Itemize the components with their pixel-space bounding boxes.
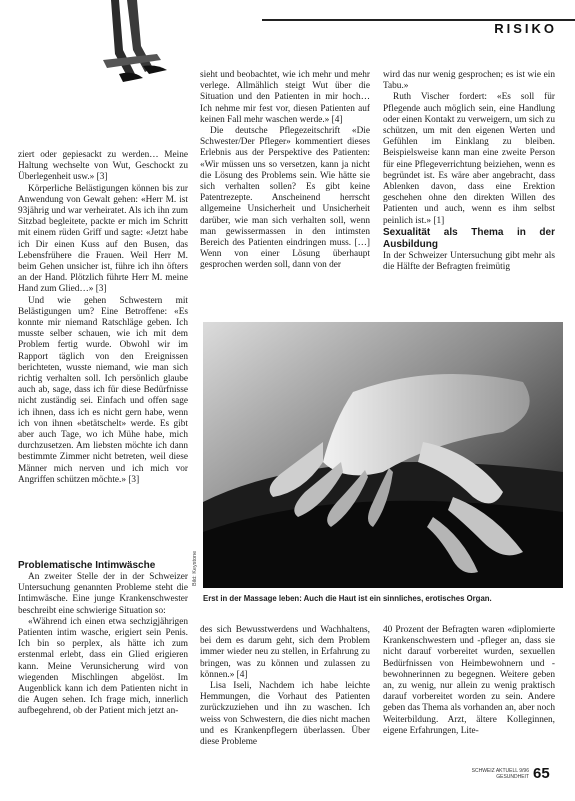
column-a bbox=[18, 150, 188, 486]
paragraph: sieht und beobachtet, wie ich mehr und mehr verlege. Allmählich steigt Wut über die Situation und den Patienten in mir hoch… Ich nehme mir fest vor, diesen Patienten auf keinen Fall mehr waschen werde.» [4] bbox=[200, 70, 370, 125]
photo-credit: Bild: Keystone bbox=[192, 550, 198, 586]
column-b bbox=[200, 70, 370, 272]
column-b-lower bbox=[200, 625, 370, 748]
column-a-lower bbox=[18, 560, 188, 718]
page-number: 65 bbox=[533, 765, 550, 782]
paragraph: Lisa Iseli, Nachdem ich habe leichte Hemmungen, die Vorhaut des Patienten zurückzuziehen und ihn zu waschen. Ich weiss von Schwestern, die dies nicht machen und es Krankenpflegern überlassen. Über diese Probleme bbox=[200, 681, 370, 748]
paragraph: des sich Bewusstwerdens und Wachhaltens, bei dem es darum geht, sich dem Problem immer wieder neu zu stellen, in Erfahrung zu bringen, was zu können und zulassen zu können.» [4] bbox=[200, 625, 370, 680]
photo-caption: Erst in der Massage leben: Auch die Haut ist ein sinnliches, erotisches Organ. bbox=[203, 594, 492, 603]
column-c-lower bbox=[383, 625, 555, 737]
paragraph: Die deutsche Pflegezeitschrift «Die Schwester/Der Pfleger» kommentiert dieses Erlebnis aus der Perspektive des Patienten: «Wir müssen uns so versetzen, kann ja nicht die Lösung des Problems sein. Wie hätte sie sich verhalten sollen? Es gibt keine Patentrezepte. Anscheinend herrscht allgemeine Unsicherheit und Unsicherheit darüber, wie man sich verhalten soll, wenn man gewissermassen in den intimsten Bereich des Patienten eindringen muss. […] Wenn von einer Lösung überhaupt gesprochen werden soll, dann von der bbox=[200, 126, 370, 271]
paragraph: wird das nur wenig gesprochen; es ist wie ein Tabu.» bbox=[383, 70, 555, 92]
publication-label: SCHWEIZ AKTUELL 9/96 GESUNDHEIT bbox=[471, 768, 529, 780]
paragraph: Ruth Vischer fordert: «Es soll für Pflegende auch möglich sein, eine Handlung oder einen Kontakt zu verweigern, um sich zu schützen, um mit den eigenen Werten und Gefühlen im Einklang zu bleiben. Beispielsweise kann man eine zweite Person für eine Pflegeverrichtung beiziehen, wenn es begründet ist. Es wäre aber angebracht, dass Ablenken davon, dass eine Erektion geschehen ohne den direkten Willen des Patienten und auch, wenn es ihm selbst peinlich ist.» [1] bbox=[383, 92, 555, 226]
paragraph: An zweiter Stelle der in der Schweizer Untersuchung genannten Probleme steht die Intimwäsche. Eine junge Krankenschwester beschreibt eine schwierige Situation so: bbox=[18, 572, 188, 616]
paragraph: 40 Prozent der Befragten waren «diplomierte Krankenschwestern und -pfleger an, dass sie nicht darauf vorbereitet wurden, sexuellen Bedürfnissen von Heimbewohnern und -bewohnerinnen zu begegnen. Weitere geben an, zu wenig, nur allein zu wenig praktisch darauf vorbereitet worden zu sein. Andere geben das Thema als vorhanden an, aber noch Weiterbildung. Arzt, ältere Kolleginnen, eigene Erfahrungen, Lite- bbox=[383, 625, 555, 736]
paragraph: ziert oder gepiesackt zu werden… Meine Haltung wechselte von Wut, Geschockt zu Überlegenheit usw.» [3] bbox=[18, 150, 188, 183]
column-c bbox=[383, 70, 555, 273]
massage-photo bbox=[203, 322, 563, 588]
section-label: RISIKO bbox=[494, 21, 557, 36]
paragraph: In der Schweizer Untersuchung gibt mehr als die Hälfte der Befragten freimütig bbox=[383, 250, 555, 273]
paragraph: «Während ich einen etwa sechzigjährigen Patienten intim wasche, erigiert sein Penis. Ich bin so perplex, als hätte ich zum erstenmal erlebt, dass ein Glied erigieren kann. Meine Verunsicherung wird von wiegenden Mischlingen abgelöst. Im Augenblick kann ich dem Patienten nicht in die Augen sehen. Ich frage mich, innerlich aufbegehrend, ob der Patient mich jetzt an- bbox=[18, 616, 188, 717]
top-photo-fragment bbox=[83, 0, 175, 84]
paragraph: Und wie gehen Schwestern mit Belästigungen um? Eine Betroffene: «Es konnte mir niemand Ratschläge geben. Ich musste selber schauen, wie ich mit dem Problem fertig wurde. Obwohl wir im Rapport täglich von den Ereignissen berichteten, wusste niemand, wie man sich richtig verhalten soll. Ich persönlich glaube auch ab, sage, dass ich für diese Bedürfnisse nicht zuständig sei. Einfach und offen sage ich ihnen, dass ich es nicht gern habe, wenn ich von ihnen «betätschelt» werde. Es gibt aber auch Tage, wo ich Mühe habe, mich durchzusetzen. Am liebsten möchte ich dann bestimmte Zimmer nicht betreten, weil diese Männer mich nerven und ich mich vor Angriffen schützen möchte.» [3] bbox=[18, 295, 188, 485]
section-heading: Sexualität als Thema in der Ausbildung bbox=[383, 226, 555, 250]
section-heading: Problematische Intimwäsche bbox=[18, 560, 156, 571]
paragraph: Körperliche Belästigungen können bis zur Anwendung von Gewalt gehen: «Herr M. ist 93jährig und war verheiratet. Als ich ihn zum Sitzbad begleitete, packte er mich im Schritt mit einem rüden Griff und sagte: «Jetzt habe ich Dir einen Kuss auf den Busen, das Lebensfrühere die Frauen. Weil Herr M. beim Gehen unsicher ist, führe ich ihn öfters an der Hand. Plötzlich führte Herr M. meine Hand zum Glied…» [3] bbox=[18, 183, 188, 295]
